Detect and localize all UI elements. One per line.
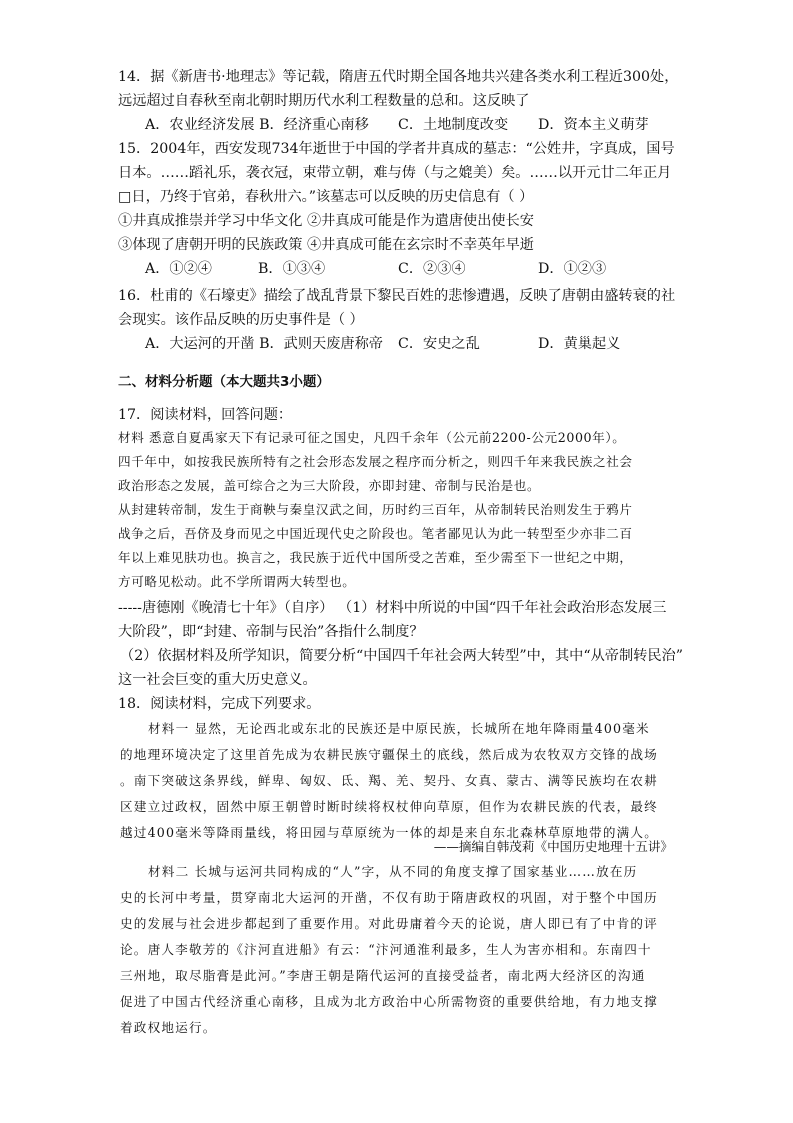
q17-question-1-cont: 大阶段”，即“封建、帝制与民治”各指什么制度？ [118,624,424,640]
q16-option-c: C．安史之乱 [398,336,480,352]
q15-option-d: D．①②③ [538,261,607,277]
q16-line-2: 会现实。该作品反映的历史事件是（ ） [118,312,364,328]
q15-option-c: C．②③④ [398,261,466,277]
q17-intro: 17．阅读材料，回答问题： [118,407,293,423]
q18-material-1-line-2: 的地理环境决定了这里首先成为农耕民族守疆保土的底线，然后成为农牧双方交锋的战场 [120,747,658,762]
q17-material-line-4: 从封建转帝制，发生于商鞅与秦皇汉武之间，历时约三百年，从帝制转民治则发生于鸦片 [118,502,633,517]
q14-option-ab: A．农业经济发展 B．经济重心南移 [145,117,369,133]
q17-material-line-7: 方可略见松动。此不学所谓两大转型也。 [118,574,356,589]
q17-material-line-5: 战争之后，吾侪及身而见之中国近现代史之阶段也。笔者鄙见认为此一转型至少亦非二百 [118,526,633,541]
q18-material-2-line-1: 材料二 长城与运河共同构成的“人”字，从不同的角度支撑了国家基业……放在历 [148,864,638,879]
q17-question-2-cont: 这一社会巨变的重大历史意义。 [118,672,317,688]
q14-option-d: D．资本主义萌芽 [538,117,649,133]
q18-material-2-line-4: 论。唐人李敬芳的《汴河直进船》有云：“汴河通淮利最多，生人为害亦相和。东南四十 [120,942,652,957]
q15-statements-1: ①井真成推崇并学习中华文化 ②井真成可能是作为遣唐使出使长安 [118,213,534,229]
q18-material-2-line-6: 促进了中国古代经济重心南移，且成为北方政治中心所需物资的重要供给地，有力地支撑 [120,994,658,1009]
q18-material-2-line-3: 史的发展与社会进步都起到了重要作用。对此毋庸着今天的论说，唐人即已有了中肯的评 [120,916,658,931]
q14-line-2: 远远超过自春秋至南北朝时期历代水利工程数量的总和。这反映了 [118,93,530,109]
q18-intro: 18．阅读材料，完成下列要求。 [118,696,321,712]
q15-statements-2: ③体现了唐朝开明的民族政策 ④井真成可能在玄宗时不幸英年早逝 [118,237,534,253]
q17-material-line-1: 材料 悉意自夏禹家天下有记录可征之国史，凡四千余年（公元前2200-公元2000年）。 [118,430,626,445]
q17-material-line-6: 年以上难见肤功也。换言之，我民族于近代中国所受之苦难，至少需至下一世纪之中期， [118,550,633,565]
q15-option-a: A．①②④ [145,261,212,277]
q18-material-1-line-5: 越过400毫米等降雨量线，将田园与草原统为一体的却是来自东北森林草原地带的满人。 [120,825,659,840]
q18-material-1-source: ——摘编自韩茂莉《中国历史地理十五讲》 [433,839,673,854]
q14-option-c: C．土地制度改变 [398,117,509,133]
q17-question-2: （2）依据材料及所学知识，简要分析“中国四千年社会两大转型”中，其中“从帝制转民治” [120,648,683,664]
q15-line-2: 日本。……蹈礼乐，袭衣冠，束带立朝，难与俦（与之媲美）矣。……以开元廿二年正月 [118,165,672,181]
section-2-title: 二、材料分析题（本大题共3小题） [118,374,330,390]
q18-material-2-line-7: 着政权地运行。 [120,1020,217,1035]
q18-material-2-line-2: 史的长河中考量，贯穿南北大运河的开凿，不仅有助于隋唐政权的巩固，对于整个中国历 [120,890,658,905]
q14-line-1: 14．据《新唐书·地理志》等记载，隋唐五代时期全国各地共兴建各类水利工程近300处， [118,69,679,85]
q15-line-3: □日，乃终于官弟，春秋卅六。”该墓志可以反映的历史信息有（ ） [118,189,534,205]
q18-material-1-line-4: 区建立过政权，固然中原王朝曾时断时续将权杖伸向草原，但作为农耕民族的代表，最终 [120,799,658,814]
q15-line-1: 15．2004年，西安发现734年逝世于中国的学者井真成的墓志：“公姓井，字真成，国号 [118,141,675,157]
q15-option-b: B．①③④ [258,261,326,277]
q18-material-2-line-5: 三州地，取尽脂膏是此河。”李唐王朝是隋代运河的直接受益者，南北两大经济区的沟通 [120,968,646,983]
q17-source-and-question-1: -----唐德刚《晚清七十年》（自序） （1）材料中所说的中国“四千年社会政治形态发展三 [118,600,667,616]
q18-material-1-line-3: 。南下突破这条界线，鲜卑、匈奴、氐、羯、羌、契丹、女真、蒙古、满等民族均在农耕 [120,773,658,788]
q16-line-1: 16．杜甫的《石壕吏》描绘了战乱背景下黎民百姓的悲惨遭遇，反映了唐朝由盛转衰的社 [118,288,676,304]
q18-material-1-line-1: 材料一 显然，无论西北或东北的民族还是中原民族，长城所在地年降雨量400毫米 [148,721,650,736]
q17-material-line-3: 政治形态之发展，盖可综合之为三大阶段，亦即封建、帝制与民治是也。 [118,478,541,493]
q16-option-ab: A．大运河的开凿 B．武则天废唐称帝 [145,336,383,352]
q17-material-line-2: 四千年中，如按我民族所特有之社会形态发展之程序而分析之，则四千年来我民族之社会 [118,454,633,469]
q16-option-d: D．黄巢起义 [538,336,621,352]
